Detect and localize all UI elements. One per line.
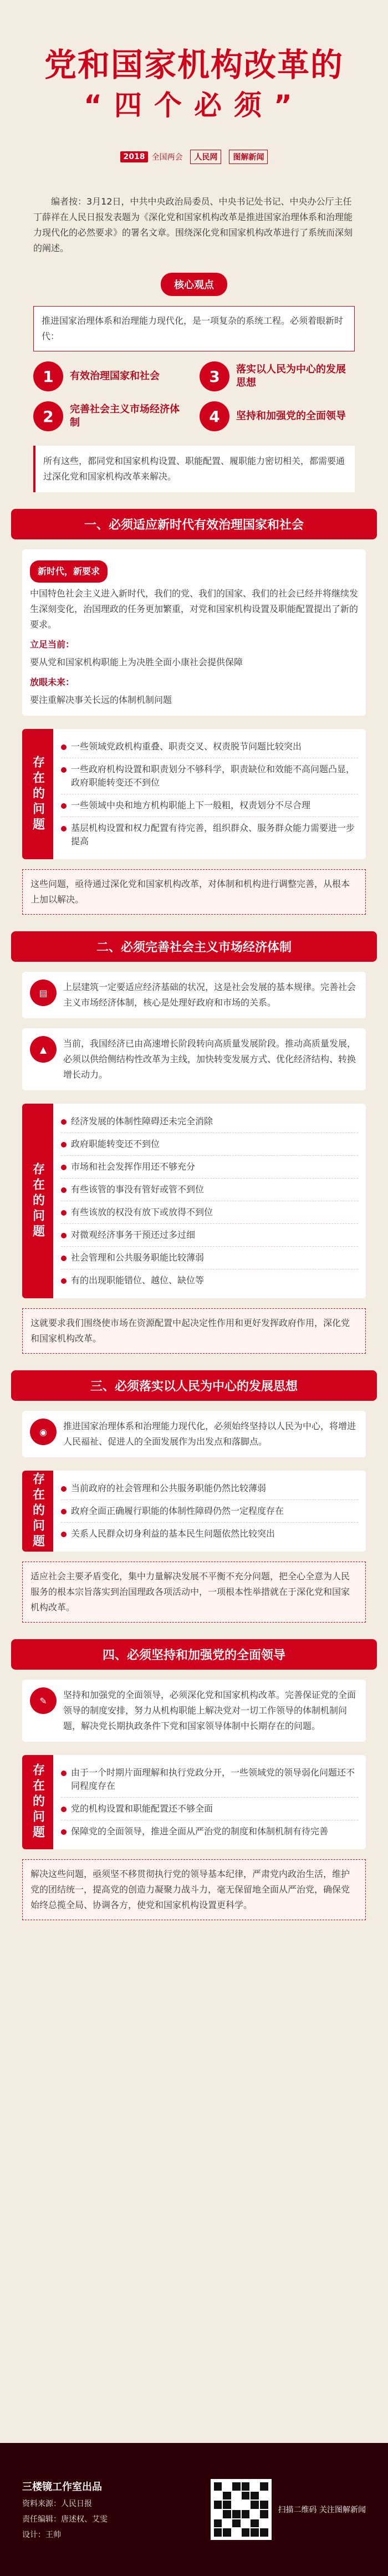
list-item [61, 794, 358, 817]
list-item [61, 1156, 358, 1179]
bullet-icon [61, 1807, 67, 1812]
logo-label: 全国两会 [151, 153, 183, 162]
list-item [61, 1201, 358, 1224]
section-2-title: 二、必须完善社会主义市场经济体制 [11, 931, 377, 962]
footer-right [211, 2479, 366, 2540]
section-3-conclusion: 适应社会主要矛盾变化，集中力量解决发展不平衡不充分问题，把全心全意为人民服务的根本宗旨落实到治国理政各项活动中，一项根本性举措就在于深化党和国家机构改革。 [22, 1562, 366, 1623]
list-item [61, 1133, 358, 1156]
section-1-paragraph: 中国特色社会主义进入新时代，我们的党、我们的国家、我们的社会已经并将继续发生深刻变化，治国理政的任务更加繁重，对党和国家机构设置及职能配置提出了新的要求。 [30, 588, 359, 630]
issue-text: 经济发展的体制性障碍还未完全消除 [71, 1116, 213, 1126]
section-2-intro [22, 972, 366, 1018]
document-icon: ✎ [30, 1687, 57, 1714]
section-2-paragraph-1: 上层建筑一定要适应经济基础的状况，这是社会发展的基本规律。完善社会主义市场经济体制，核心是处理好政府和市场的关系。 [63, 982, 356, 1008]
issue-text: 基层机构设置和权力配置有待完善，组织群众、服务群众能力需要进一步提高 [71, 823, 355, 846]
footer-credit: 设计：王帅 [22, 2531, 61, 2539]
issue-text: 有些该放的权没有放下或放得不到位 [71, 1207, 213, 1217]
section-1-long-label: 放眼未来： [30, 677, 75, 687]
issues-list [53, 1755, 366, 1849]
logo-row [72, 150, 316, 164]
section-2-issues [22, 1104, 366, 1298]
section-2-intro-2 [22, 1028, 366, 1090]
section-4-conclusion: 解决这些问题，亟须坚不移贯彻执行党的领导基本纪律，严肃党内政治生活，维护党的团结统一，提高党的创造力凝聚力战斗力，毫无保留地全面从严治党，确保党始终总揽全局、协调各方，使党和国家机构设置更科学。 [22, 1859, 366, 1920]
chart-icon: ▲ [30, 1036, 57, 1063]
point-text: 坚持和加强党的全面领导 [236, 410, 346, 422]
page-title: 党和国家机构改革的 [44, 46, 344, 84]
bullet-icon [61, 826, 67, 832]
section-1-issues [22, 729, 366, 859]
issues-list [53, 729, 366, 859]
issues-side-label: 存在的问题 [22, 1104, 53, 1298]
point-text: 有效治理国家和社会 [70, 370, 160, 382]
footer-left [22, 2479, 108, 2540]
section-1-conclusion: 这些问题，亟待通过深化党和国家机构改革，对体制和机构进行调整完善，从根本上加以解决。 [22, 869, 366, 915]
logo-badge: 2018 [120, 151, 149, 162]
list-item [61, 1500, 358, 1523]
issue-text: 有些该管的事没有管好或管不到位 [71, 1184, 205, 1195]
issues-side-label: 存在的问题 [22, 1471, 53, 1552]
issue-text: 社会管理和公共服务职能比较薄弱 [71, 1252, 205, 1263]
section-3-title: 三、必须落实以人民为中心的发展思想 [11, 1370, 377, 1401]
section-2-conclusion: 这就要求我们围绕使市场在资源配置中起决定性作用和更好发挥政府作用，深化党和国家机构改革。 [22, 1308, 366, 1354]
issues-side-label: 存在的问题 [22, 729, 53, 859]
bullet-icon [61, 1486, 67, 1492]
section-4-paragraph: 坚持和加强党的全面领导，必须深化党和国家机构改革。完善保证党的全面领导的制度安排，努力从机构职能上解决党对一切工作领导的体制机制问题，解决党长期执政条件下党和国家领导体制中长期存在的问题。 [63, 1690, 356, 1731]
section-3-issues [22, 1471, 366, 1552]
point-text: 落实以人民为中心的发展思想 [236, 364, 346, 389]
bullet-icon [61, 744, 67, 750]
footer-brand: 三楼镜工作室出品 [22, 2481, 102, 2493]
core-points [33, 361, 355, 431]
list-item [61, 1477, 358, 1500]
section-4-issues [22, 1755, 366, 1849]
footer-credit: 资料来源：人民日报 [22, 2500, 92, 2508]
intro-paragraph: 编者按：3月12日，中共中央政治局委员、中央书记处书记、中央办公厅主任丁薛祥在人民日报发表题为《深化党和国家机构改革是推进国家治理体系和治理能力现代化的必然要求》的署名文章。围绕深化党和国家机构改革进行了系统而深刻的阐述。 [33, 196, 353, 253]
page-subtitle: “四个必须” [84, 89, 304, 121]
list-item [61, 817, 358, 853]
bullet-icon [61, 803, 67, 809]
issue-text: 关系人民群众切身利益的基本民生问题依然比较突出 [71, 1528, 275, 1539]
bullet-icon [61, 767, 67, 773]
issue-text: 对微观经济事务干预还过多过细 [71, 1230, 196, 1240]
issues-side-label: 存在的问题 [22, 1755, 53, 1849]
issue-text: 市场和社会发挥作用还不够充分 [71, 1161, 196, 1172]
section-2-paragraph-2: 当前，我国经济已由高速增长阶段转向高质量发展阶段。推动高质量发展，必须以供给侧结构性改革为主线，加快转变发展方式、优化经济结构、转换增长动力。 [63, 1038, 356, 1080]
core-label: 核心观点 [161, 273, 227, 296]
issue-text: 一些领域党政机构重叠、职责交叉、权责脱节问题比较突出 [71, 741, 302, 752]
people-icon: ◉ [30, 1419, 57, 1445]
point-number: 1 [33, 361, 63, 391]
point-4 [200, 401, 355, 431]
section-1-body [22, 549, 366, 716]
section-1-tag: 新时代，新要求 [30, 560, 108, 583]
bullet-icon [61, 1509, 67, 1514]
bullet-icon [61, 1210, 67, 1216]
point-1 [33, 361, 188, 391]
issue-text: 一些政府机构设置和职责划分不够科学，职责缺位和效能不高问题凸显，政府职能转变还不到位 [71, 764, 355, 788]
issue-text: 政府全面正确履行职能的体制性障碍仍然一定程度存在 [71, 1506, 284, 1516]
building-icon: ▤ [30, 980, 57, 1006]
list-item [61, 1224, 358, 1247]
logo-box: 人民网 [190, 150, 221, 164]
point-number: 4 [200, 401, 229, 431]
point-text: 完善社会主义市场经济体制 [70, 404, 180, 429]
core-lead: 推进国家治理体系和治理能力现代化，是一项复杂的系统工程。必须着眼新时代： [33, 306, 355, 351]
section-3-intro [22, 1411, 366, 1457]
list-item [61, 1247, 358, 1269]
list-item [61, 1820, 358, 1843]
list-item [61, 1110, 358, 1133]
bullet-icon [61, 1187, 67, 1193]
list-item [61, 1762, 358, 1798]
section-1-long-text: 要注重解决事关长远的体制机制问题 [30, 695, 172, 705]
issue-text: 党的机构设置和职能配置还不够全面 [71, 1803, 213, 1814]
list-item [61, 1798, 358, 1820]
list-item [61, 1523, 358, 1545]
issue-text: 由于一个时期片面理解和执行党政分开，一些领域党的领导弱化问题还不同程度存在 [71, 1767, 355, 1791]
summary-note: 所有这些，都同党和国家机构设置、职能配置、履职能力密切相关，都需要通过深化党和国家机构改革来解决。 [33, 446, 355, 492]
section-1-title: 一、必须适应新时代有效治理国家和社会 [11, 509, 377, 539]
bullet-icon [61, 1119, 67, 1125]
list-item [61, 1269, 358, 1292]
bullet-icon [61, 1142, 67, 1147]
bullet-icon [61, 1771, 67, 1776]
point-number: 2 [33, 401, 63, 431]
issue-text: 政府职能转变还不到位 [71, 1139, 160, 1149]
logo-box: 图解新闻 [229, 150, 268, 164]
header [0, 0, 388, 183]
point-2 [33, 401, 188, 431]
logo-tujie [229, 150, 268, 164]
section-1-goal-label: 立足当前： [30, 639, 75, 650]
section-4-intro [22, 1680, 366, 1742]
core-label-wrap [33, 273, 355, 296]
issues-list [53, 1471, 366, 1552]
list-item [61, 736, 358, 758]
section-3-paragraph: 推进国家治理体系和治理能力现代化，必须始终坚持以人民为中心，将增进人民福祉、促进人的全面发展作为出发点和落脚点。 [63, 1421, 356, 1447]
point-number: 3 [200, 361, 229, 391]
bullet-icon [61, 1256, 67, 1261]
issue-text: 一些领域中央和地方机构职能上下一般粗，权责划分不尽合理 [71, 800, 311, 810]
bullet-icon [61, 1278, 67, 1284]
issue-text: 当前政府的社会管理和公共服务职能仍然比较薄弱 [71, 1483, 267, 1493]
section-1-goal-text: 要从党和国家机构职能上为决胜全面小康社会提供保障 [30, 657, 243, 667]
issue-text: 保障党的全面领导，推进全面从严治党的制度和体制机制有待完善 [71, 1826, 329, 1837]
bullet-icon [61, 1532, 67, 1537]
list-item [61, 1179, 358, 1201]
core-section [33, 273, 355, 351]
point-3 [200, 361, 355, 391]
qr-caption: 扫描二维码 关注图解新闻 [278, 2506, 366, 2514]
footer-credit: 责任编辑：唐述权、艾雯 [22, 2515, 108, 2524]
issue-text: 有的出现职能错位、越位、缺位等 [71, 1275, 205, 1286]
logo-lianghui [120, 151, 183, 162]
issues-list [53, 1104, 366, 1298]
section-4-title: 四、必须坚持和加强党的全面领导 [11, 1639, 377, 1670]
list-item [61, 758, 358, 794]
qr-code-icon[interactable] [211, 2479, 272, 2540]
logo-people [190, 150, 221, 164]
bullet-icon [61, 1233, 67, 1238]
bullet-icon [61, 1829, 67, 1835]
footer [0, 2443, 388, 2576]
bullet-icon [61, 1165, 67, 1170]
